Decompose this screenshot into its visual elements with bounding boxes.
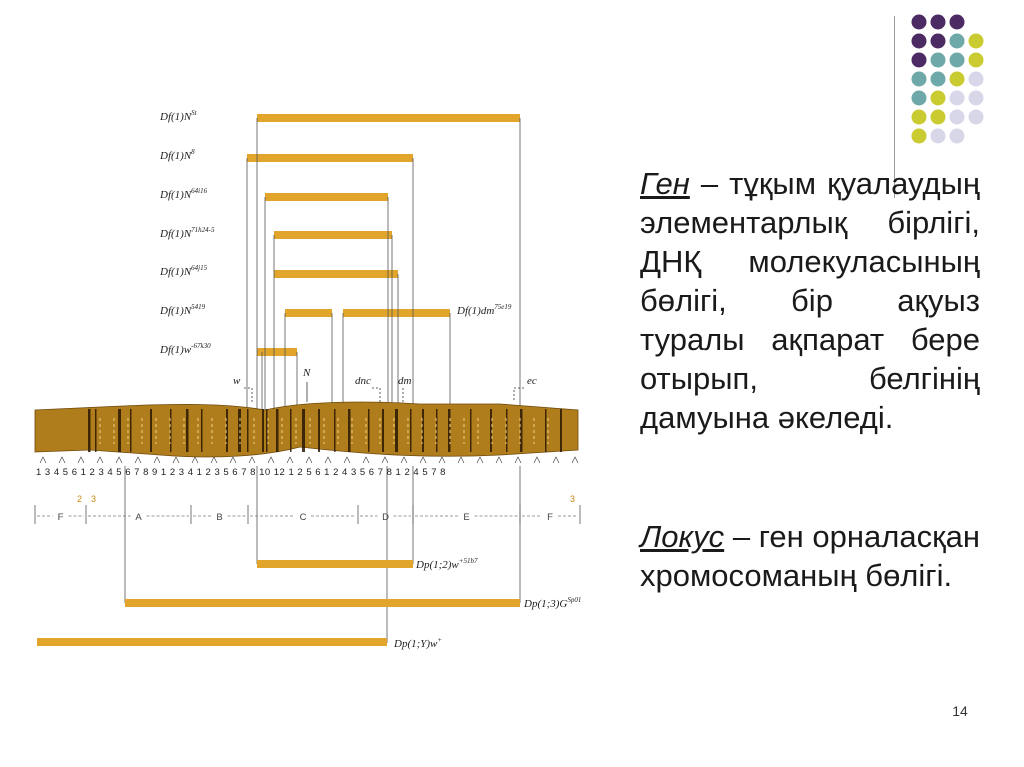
decorative-dot — [969, 34, 984, 49]
band-tick — [458, 457, 464, 463]
band-tick — [420, 457, 426, 463]
deletion-bar — [265, 193, 388, 201]
band-tick — [515, 457, 521, 463]
deletion-bar — [257, 348, 297, 356]
polytene-chromosome — [35, 402, 578, 457]
locus-definition-text: – ген орналасқан хромосоманың бөлігі. — [640, 519, 980, 593]
decorative-dot — [912, 110, 927, 125]
duplication-label: $Dp(1;3)G^{Sp01}$ — [524, 596, 582, 610]
decorative-dot — [912, 53, 927, 68]
deletion-bar — [274, 270, 398, 278]
gene-marker-dnc: dnc — [355, 375, 371, 387]
section-number: 3 — [570, 494, 576, 504]
gene-definition-text: – тұқым қуалаудың элементарлық бірлігі, ДНҚ молекуласының бөлігі, бір ақуыз туралы ақпарат бере отырып, белгінің дамуына әкеледі. — [640, 166, 980, 435]
decorative-dot — [931, 72, 946, 87]
deletion-label-dm: $Df(1)dm^{75e19}$ — [457, 303, 512, 317]
decorative-dot — [950, 34, 965, 49]
decorative-dot — [912, 129, 927, 144]
chromosome-band — [382, 409, 384, 452]
band-tick — [59, 457, 65, 463]
decorative-dot — [950, 15, 965, 30]
band-tick — [439, 457, 445, 463]
decorative-dot — [931, 91, 946, 106]
gene-marker-dm: dm — [398, 375, 412, 387]
section-label: E — [463, 512, 470, 523]
deletion-label: $Df(1)N^{71h24-5}$ — [160, 226, 215, 240]
chromosome-band — [266, 409, 268, 452]
decorative-dot — [950, 53, 965, 68]
duplication-bar — [125, 599, 520, 607]
locus-definition — [640, 517, 980, 595]
section-label: F — [547, 512, 553, 523]
chromosome-sections — [35, 494, 580, 524]
chromosome-band — [262, 409, 264, 452]
gene-definition — [640, 164, 980, 437]
chromosome-band — [560, 409, 562, 452]
deletion-bar — [247, 154, 413, 162]
deletion-label: $Df(1)N^8$ — [160, 148, 195, 162]
section-label: D — [382, 512, 389, 523]
band-number-row: 1 3 4 5 6 1 2 3 4 5 6 7 8 9 1 2 3 4 1 2 3 5 6 7 8 10 12 1 2 5 6 1 2 4 3 5 6 7 8 1 2 4 5 7 8 — [36, 467, 446, 478]
chromosome-band — [302, 409, 305, 452]
section-number: 3 — [91, 494, 97, 504]
deletion-bar — [285, 309, 332, 317]
decorative-dot — [969, 72, 984, 87]
gene-term: Ген — [640, 166, 690, 201]
decorative-dot — [969, 91, 984, 106]
decorative-dot — [931, 110, 946, 125]
decorative-dot — [931, 15, 946, 30]
deletion-label: $Df(1)N^{64j15}$ — [160, 264, 208, 278]
chromosome-band — [88, 409, 91, 452]
band-tick — [173, 457, 179, 463]
chromosome-band — [186, 409, 189, 452]
band-tick — [192, 457, 198, 463]
decorative-dot — [950, 129, 965, 144]
band-tick — [401, 457, 407, 463]
marker-leader — [372, 388, 380, 402]
duplication-bar — [257, 560, 413, 568]
marker-leader — [514, 388, 524, 402]
deletion-bar — [343, 309, 450, 317]
chromosome-band — [545, 409, 547, 452]
band-tick — [249, 457, 255, 463]
chromosome-band — [348, 409, 351, 452]
band-tick — [572, 457, 578, 463]
decorative-dot — [912, 72, 927, 87]
deletion-bars — [247, 114, 520, 356]
chromosome-band — [201, 409, 203, 452]
band-tick — [382, 457, 388, 463]
deletion-label: $Df(1)N^{St}$ — [160, 109, 197, 123]
band-tick — [477, 457, 483, 463]
decorative-dot — [931, 129, 946, 144]
decorative-dot — [912, 15, 927, 30]
decorative-dot — [912, 91, 927, 106]
band-tick — [230, 457, 236, 463]
chromosome-band — [368, 409, 370, 452]
section-label: A — [135, 512, 142, 523]
chromosome-band — [318, 409, 320, 452]
decorative-dot — [912, 34, 927, 49]
decorative-dot — [931, 53, 946, 68]
band-tick — [268, 457, 274, 463]
band-tick — [325, 457, 331, 463]
band-tick — [306, 457, 312, 463]
chromosome-band — [410, 409, 412, 452]
section-label: F — [57, 512, 64, 523]
band-tick — [534, 457, 540, 463]
band-tick — [135, 457, 141, 463]
duplication-bars — [37, 557, 581, 650]
band-tick — [211, 457, 217, 463]
chromosome-band — [395, 409, 398, 452]
page-number: 14 — [952, 703, 968, 719]
band-tick — [496, 457, 502, 463]
decorative-dot — [931, 34, 946, 49]
chromosome-band — [470, 409, 472, 452]
chromosome-band — [95, 409, 97, 452]
band-tick — [154, 457, 160, 463]
gene-markers — [233, 367, 537, 402]
chromosome-band — [334, 409, 336, 452]
band-tick — [344, 457, 350, 463]
band-tick — [78, 457, 84, 463]
decorative-dot — [969, 53, 984, 68]
chromosome-body — [35, 402, 578, 457]
band-numbers — [36, 457, 578, 478]
duplication-label: Dp(1;Y)w+ — [394, 636, 443, 650]
locus-term: Локус — [640, 519, 725, 554]
gene-marker-N: N — [303, 367, 311, 379]
deletion-bar — [257, 114, 520, 122]
section-label: B — [216, 512, 223, 523]
band-tick — [553, 457, 559, 463]
band-tick — [287, 457, 293, 463]
chromosome-band — [150, 409, 152, 452]
decorative-dot — [950, 72, 965, 87]
chromosome-band — [118, 409, 121, 452]
band-tick — [116, 457, 122, 463]
chromosome-band — [130, 409, 132, 452]
band-tick — [40, 457, 46, 463]
chromosome-band — [276, 409, 279, 452]
band-tick — [97, 457, 103, 463]
chromosome-band — [247, 409, 249, 452]
decorative-dot — [950, 110, 965, 125]
deletion-label: $Df(1)N^{5419}$ — [160, 303, 206, 317]
deletion-label: $Df(1)w^{-67k30}$ — [160, 342, 211, 356]
section-number: 2 — [77, 494, 83, 504]
gene-marker-ec: ec — [527, 375, 537, 387]
decorative-dot — [950, 91, 965, 106]
deletion-bar — [274, 231, 392, 239]
deletion-label: $Df(1)N^{64i16}$ — [160, 187, 208, 201]
decorative-dot — [969, 110, 984, 125]
band-tick — [363, 457, 369, 463]
marker-leader — [244, 388, 252, 402]
section-label: C — [299, 512, 307, 523]
duplication-label: $Dp(1;2)w^{+51b7}$ — [416, 557, 478, 571]
chromosome-band — [290, 409, 292, 452]
gene-marker-w: w — [233, 375, 241, 387]
duplication-bar — [37, 638, 387, 646]
